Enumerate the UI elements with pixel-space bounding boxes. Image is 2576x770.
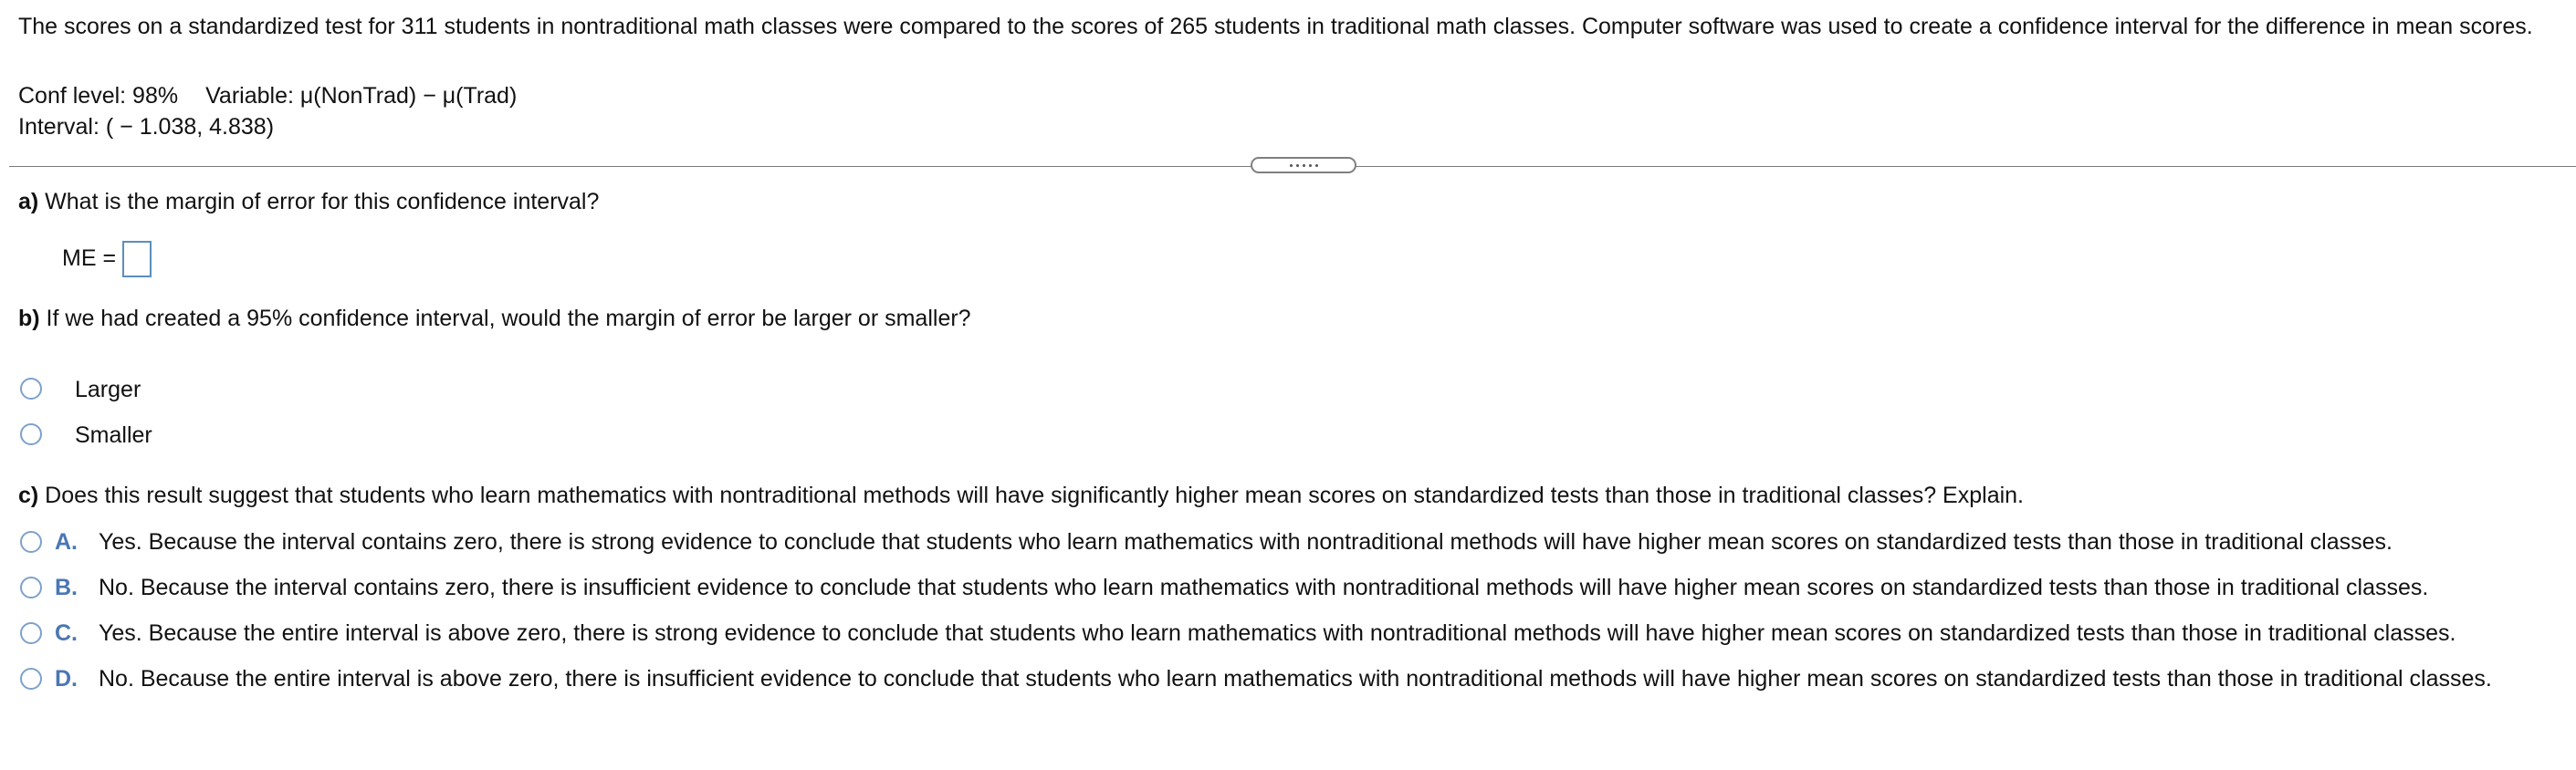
interval-text: Interval: ( − 1.038, 4.838)	[18, 114, 275, 140]
problem-statement: The scores on a standardized test for 311 students in nontraditional math classes were compared to the scores of 265 students in traditional math classes. Computer software was used to create a confidence interval for the difference in mean scores.	[18, 14, 2533, 39]
option-b-letter[interactable]: B.	[55, 575, 78, 600]
question-a	[18, 186, 599, 217]
me-answer-input[interactable]	[122, 241, 152, 277]
question-b-text: If we had created a 95% confidence interval, would the margin of error be larger or smaller?	[39, 306, 971, 331]
option-larger-label[interactable]: Larger	[75, 377, 141, 402]
me-label: ME =	[62, 245, 117, 271]
option-a-letter[interactable]: A.	[55, 529, 78, 555]
question-b	[18, 303, 971, 334]
radio-larger[interactable]	[20, 378, 42, 400]
option-c-letter[interactable]: C.	[55, 620, 78, 646]
question-a-tag: a)	[18, 189, 39, 214]
radio-option-c[interactable]	[20, 622, 42, 644]
option-smaller-label[interactable]: Smaller	[75, 422, 152, 448]
option-c-text[interactable]: Yes. Because the entire interval is above zero, there is strong evidence to conclude that students who learn mathematics with nontraditional methods will have higher mean scores on standardized tests than those in traditional classes.	[99, 620, 2456, 646]
option-d-text[interactable]: No. Because the entire interval is above zero, there is insufficient evidence to conclude that students who learn mathematics with nontraditional methods will have higher mean scores on standardized tests than those in traditional classes.	[99, 666, 2492, 692]
dot-icon	[1303, 164, 1305, 167]
conf-level-text: Conf level: 98%	[18, 83, 179, 109]
radio-option-d[interactable]	[20, 668, 42, 690]
option-d-letter[interactable]: D.	[55, 666, 78, 692]
dot-icon	[1315, 164, 1318, 167]
confidence-output-line-1	[18, 80, 517, 111]
expand-handle[interactable]	[1251, 157, 1356, 173]
option-a-text[interactable]: Yes. Because the interval contains zero, there is strong evidence to conclude that students who learn mathematics with nontraditional methods will have higher mean scores on standardized tests than those in traditional classes.	[99, 529, 2393, 555]
dot-icon	[1290, 164, 1293, 167]
variable-text: Variable: μ(NonTrad) − μ(Trad)	[205, 83, 518, 109]
dot-icon	[1296, 164, 1299, 167]
question-c	[18, 480, 2024, 511]
radio-option-b[interactable]	[20, 577, 42, 598]
question-b-tag: b)	[18, 306, 40, 331]
question-c-tag: c)	[18, 483, 39, 508]
dot-icon	[1309, 164, 1312, 167]
question-c-text: Does this result suggest that students who learn mathematics with nontraditional methods will have significantly higher mean scores on standardized tests than those in traditional classes? Explain.	[38, 483, 2025, 508]
option-b-text[interactable]: No. Because the interval contains zero, there is insufficient evidence to conclude that students who learn mathematics with nontraditional methods will have higher mean scores on standardized tests than those in traditional classes.	[99, 575, 2429, 600]
radio-option-a[interactable]	[20, 531, 42, 553]
radio-smaller[interactable]	[20, 423, 42, 445]
question-a-text: What is the margin of error for this confidence interval?	[38, 189, 600, 214]
